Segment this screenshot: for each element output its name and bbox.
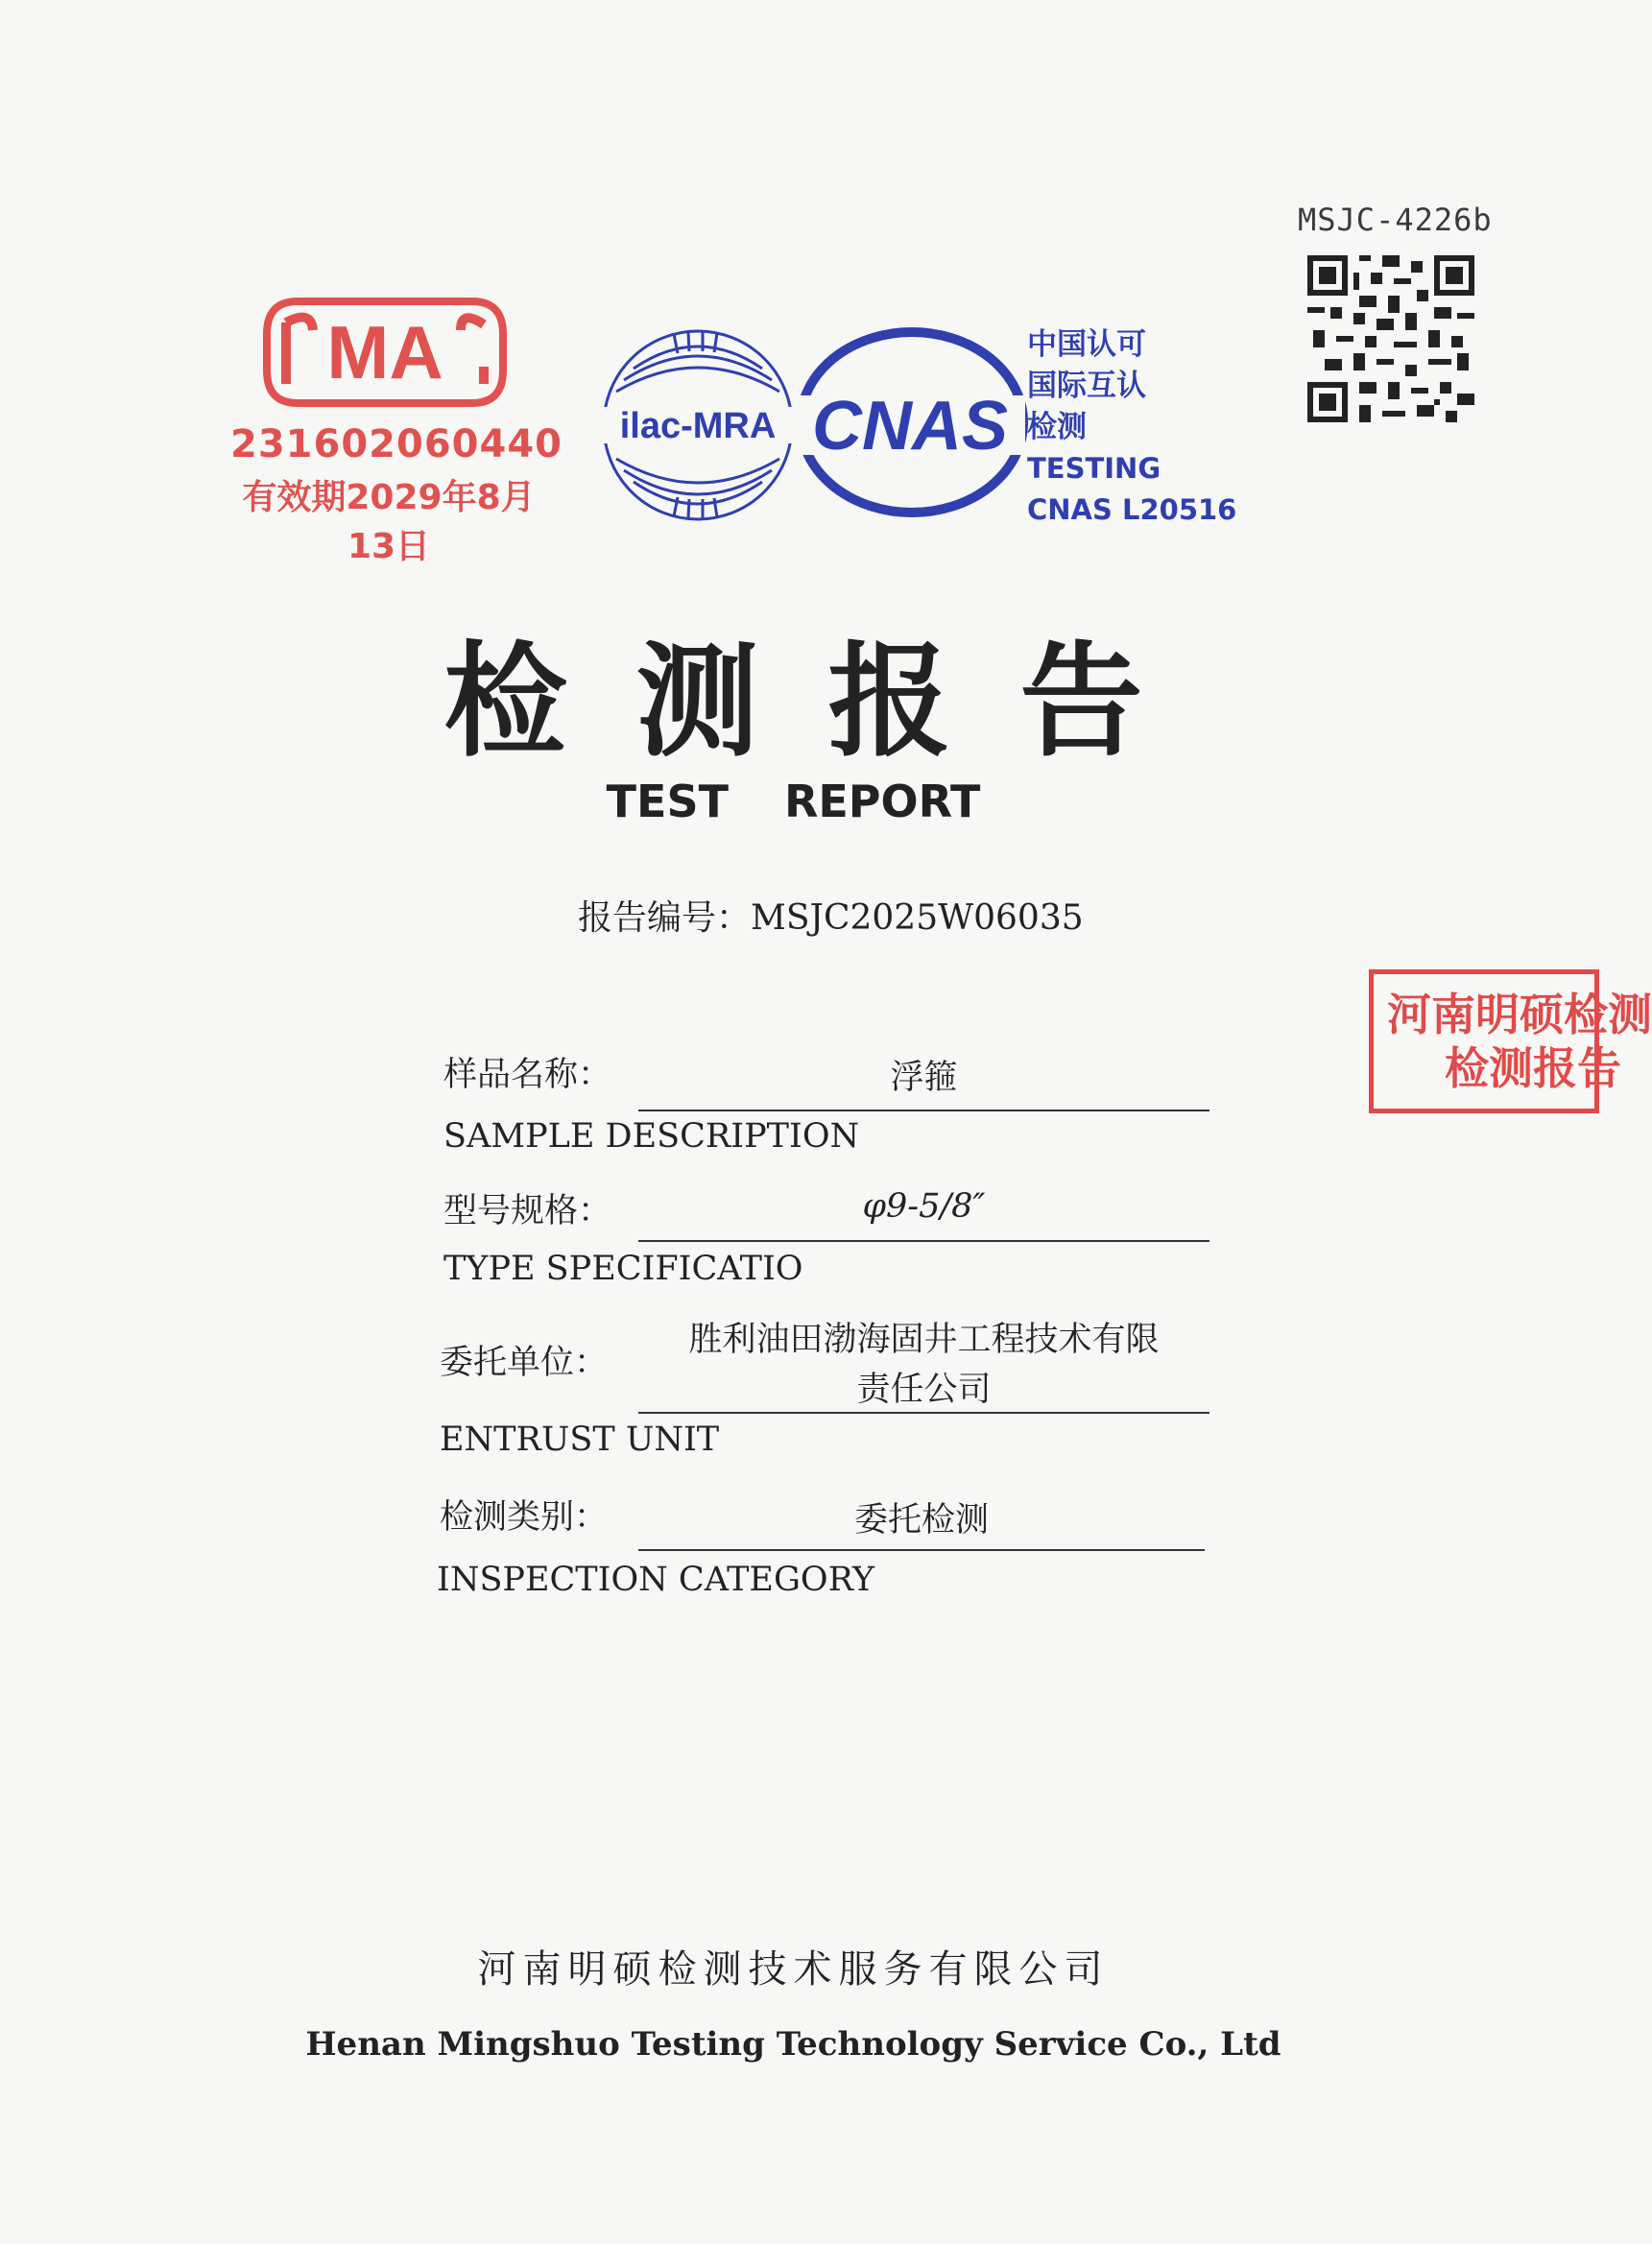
- type-label-cn: 型号规格：: [443, 1192, 612, 1230]
- cnas-caption-line: CNAS L20516: [1027, 493, 1237, 526]
- report-title-en: TEST REPORT: [606, 776, 981, 827]
- red-stamp-line2: 检测报告: [1445, 1042, 1621, 1094]
- red-stamp-line1: 河南明硕检测: [1387, 989, 1652, 1040]
- cnas-caption-line: TESTING: [1027, 452, 1161, 485]
- cma-number: 231602060440: [230, 422, 563, 466]
- cnas-caption-line: 检测: [1027, 410, 1087, 444]
- entrust-label-cn: 委托单位：: [440, 1344, 609, 1382]
- type-underline: [638, 1240, 1209, 1242]
- report-number: 报告编号：MSJC2025W06035: [578, 898, 1084, 938]
- serial-code: MSJC-4226b: [1298, 202, 1493, 238]
- report-title-cn: 检测报告: [443, 630, 1212, 774]
- cma-logo-text: MA: [326, 310, 443, 394]
- cnas-caption-line: 中国认可: [1027, 327, 1146, 362]
- cnas-label: CNAS: [811, 388, 1009, 465]
- type-value: φ9-5/8″: [862, 1187, 986, 1226]
- cma-logo: [259, 296, 511, 409]
- entrust-value-line2: 责任公司: [856, 1371, 992, 1409]
- cma-validity: 有效期2029年8月13日: [242, 478, 536, 566]
- ilac-mra-logo: [597, 324, 799, 526]
- red-stamp: [1369, 969, 1652, 1113]
- sample-value: 浮箍: [890, 1059, 958, 1097]
- entrust-value-line1: 胜利油田渤海固井工程技术有限: [688, 1321, 1160, 1359]
- sample-label-en: SAMPLE DESCRIPTION: [443, 1117, 860, 1156]
- type-label-en: TYPE SPECIFICATIO: [443, 1250, 803, 1288]
- category-underline: [638, 1549, 1205, 1551]
- entrust-label-en: ENTRUST UNIT: [440, 1420, 720, 1459]
- category-value: 委托检测: [853, 1501, 989, 1540]
- sample-underline: [638, 1110, 1209, 1111]
- cnas-caption: [1027, 324, 1236, 531]
- ilac-label: ilac-MRA: [619, 406, 777, 446]
- cnas-caption-line: 国际互认: [1027, 369, 1146, 403]
- company-name-en: Henan Mingshuo Testing Technology Service Co., Ltd: [305, 2025, 1281, 2064]
- category-label-cn: 检测类别：: [440, 1498, 609, 1537]
- sample-label-cn: 样品名称：: [443, 1056, 612, 1094]
- category-label-en: INSPECTION CATEGORY: [437, 1561, 874, 1599]
- entrust-underline: [638, 1412, 1209, 1414]
- qr-code-icon: [1307, 251, 1474, 426]
- cnas-logo: [795, 326, 1025, 518]
- company-name-cn: 河南明硕检测技术服务有限公司: [477, 1947, 1110, 1992]
